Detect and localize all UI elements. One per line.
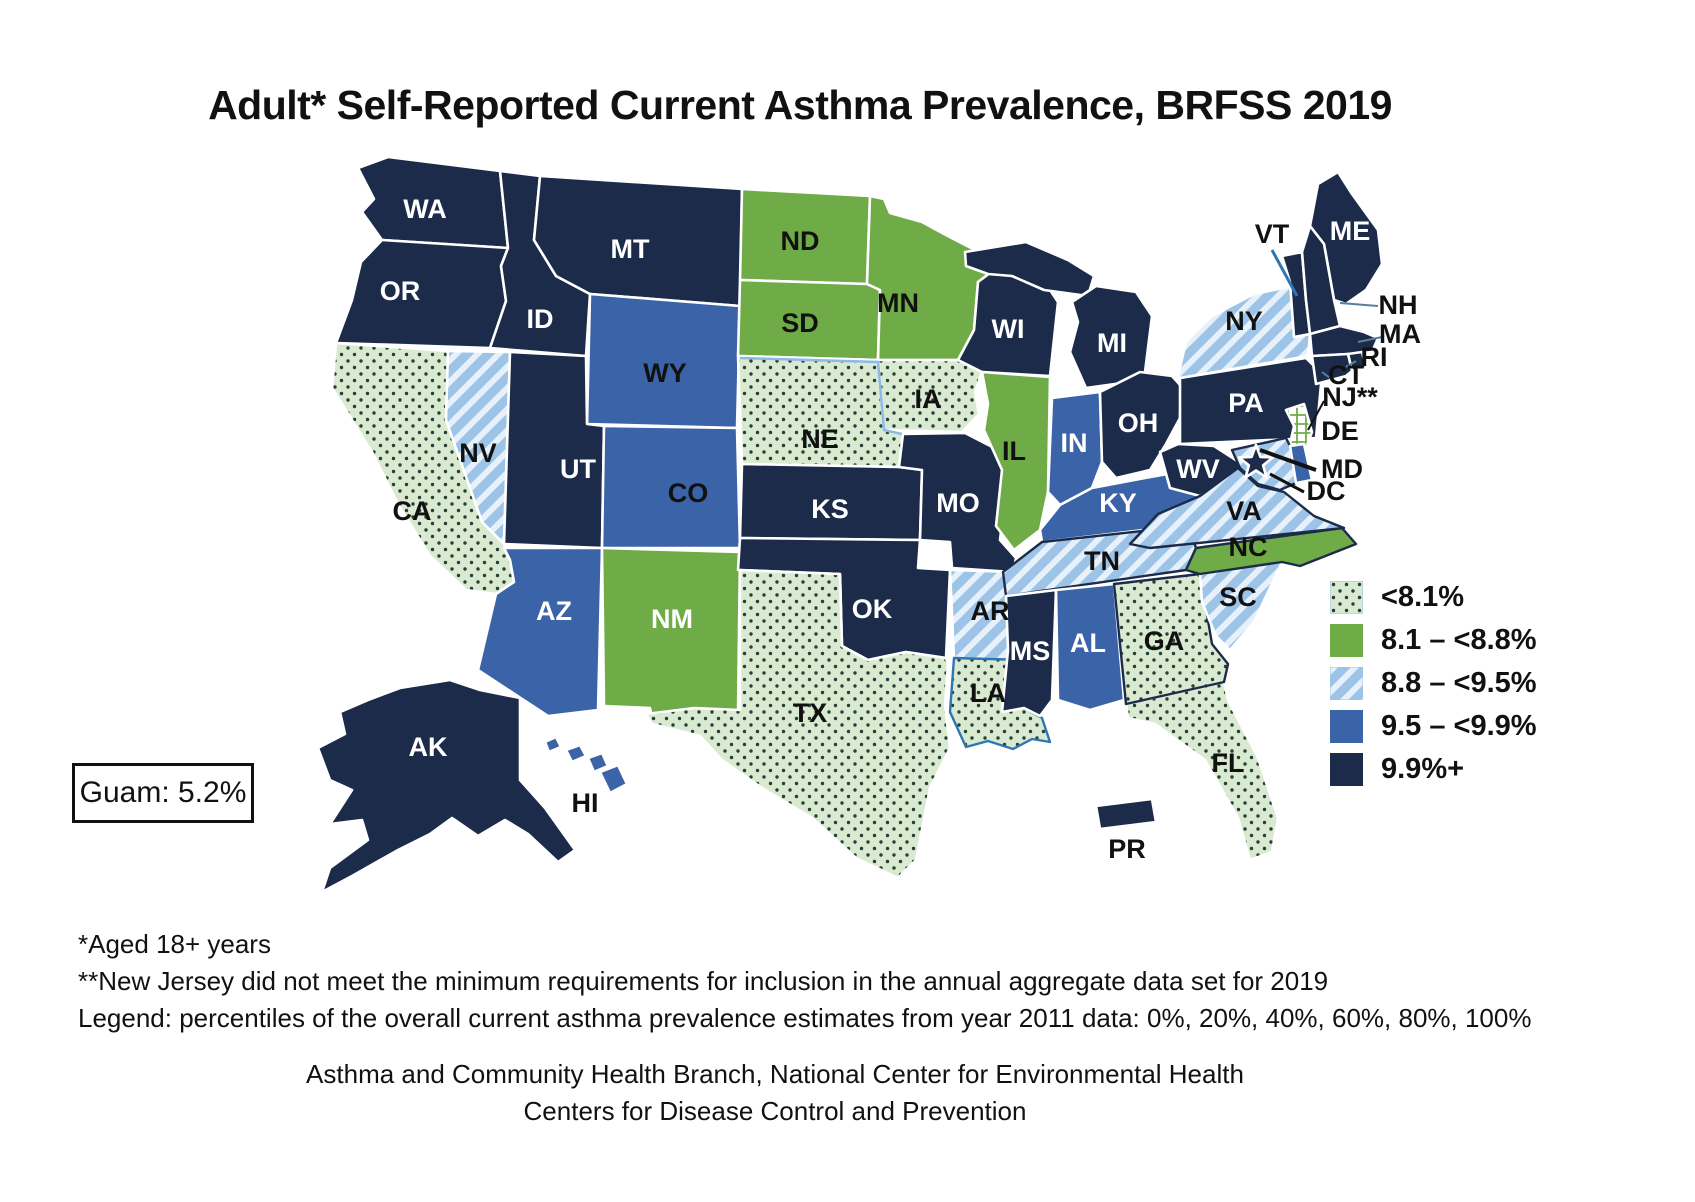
legend-swatch-9-5-9-9-icon xyxy=(1330,710,1363,743)
state-label-ms: MS xyxy=(1009,636,1051,666)
callout-label-ct: CT xyxy=(1328,360,1364,390)
callout-label-nj: NJ** xyxy=(1322,382,1378,412)
callout-label-md: MD xyxy=(1321,454,1363,484)
footnote-new-jersey: **New Jersey did not meet the minimum requirements for inclusion in the annual aggregate data set for 2019 xyxy=(78,966,1329,996)
state-label-me: ME xyxy=(1329,216,1371,246)
state-label-tx: TX xyxy=(792,698,828,728)
footnotes xyxy=(78,926,1531,1037)
state-hi xyxy=(545,737,561,752)
callout-label-ri: RI xyxy=(1360,342,1388,372)
callout-label-vt: VT xyxy=(1254,219,1290,249)
state-label-ar: AR xyxy=(970,596,1010,626)
legend-row xyxy=(1330,753,1537,786)
callout-label-de: DE xyxy=(1321,416,1359,446)
figure-title: Adult* Self-Reported Current Asthma Prevalence, BRFSS 2019 xyxy=(208,82,1392,128)
callout-label-dc: DC xyxy=(1306,476,1346,506)
callout-label-nh: NH xyxy=(1378,290,1418,320)
state-label-al: AL xyxy=(1070,628,1106,658)
legend-row xyxy=(1330,710,1537,743)
footnote-legend-percentiles: Legend: percentiles of the overall current asthma prevalence estimates from year 2011 data: 0%, 20%, 40%, 60%, 80%, 100% xyxy=(78,1003,1532,1033)
state-label-sd: SD xyxy=(781,308,819,338)
state-label-wy: WY xyxy=(643,358,687,388)
state-hi xyxy=(566,745,586,762)
state-label-wa: WA xyxy=(403,194,447,224)
footnote-aged: *Aged 18+ years xyxy=(78,929,271,959)
state-nm xyxy=(602,548,740,722)
state-label-ga: GA xyxy=(1143,626,1185,656)
state-label-in: IN xyxy=(1060,428,1088,458)
guam-annotation xyxy=(72,763,254,823)
attribution-line-1: Asthma and Community Health Branch, National Center for Environmental Health xyxy=(306,1059,1244,1089)
state-label-ak: AK xyxy=(408,732,448,762)
callout-label-ma: MA xyxy=(1379,319,1421,349)
state-label-la: LA xyxy=(970,678,1006,708)
state-label-fl: FL xyxy=(1211,748,1245,778)
legend-label: 9.5 – <9.9% xyxy=(1381,710,1537,742)
state-ak xyxy=(318,680,575,892)
map-legend xyxy=(1330,581,1537,786)
state-label-il: IL xyxy=(1002,436,1026,466)
state-label-va: VA xyxy=(1226,496,1262,526)
legend-swatch-8-8-9-5-icon xyxy=(1330,667,1363,700)
attribution xyxy=(0,1056,1550,1130)
state-label-az: AZ xyxy=(536,596,572,626)
state-label-ne: NE xyxy=(801,424,839,454)
legend-swatch-8-1-8-8-icon xyxy=(1330,624,1363,657)
state-label-nd: ND xyxy=(780,226,820,256)
state-label-wv: WV xyxy=(1176,454,1220,484)
state-hi xyxy=(600,765,627,793)
legend-label: 8.8 – <9.5% xyxy=(1381,667,1537,699)
attribution-line-2: Centers for Disease Control and Prevention xyxy=(523,1096,1027,1126)
state-label-ky: KY xyxy=(1099,488,1137,518)
state-label-mi: MI xyxy=(1097,328,1127,358)
state-label-id: ID xyxy=(526,304,554,334)
state-label-mo: MO xyxy=(936,488,980,518)
legend-row xyxy=(1330,667,1537,700)
state-label-ia: IA xyxy=(914,384,942,414)
state-label-nc: NC xyxy=(1228,532,1268,562)
state-label-hi: HI xyxy=(571,788,599,818)
state-label-mn: MN xyxy=(877,288,919,318)
state-label-wi: WI xyxy=(991,314,1025,344)
state-pr xyxy=(1096,799,1156,829)
state-label-ok: OK xyxy=(851,594,893,624)
state-label-nm: NM xyxy=(651,604,693,634)
state-label-oh: OH xyxy=(1117,408,1159,438)
state-label-co: CO xyxy=(667,478,709,508)
guam-value: Guam: 5.2% xyxy=(79,776,247,809)
state-label-ks: KS xyxy=(811,494,849,524)
state-label-ut: UT xyxy=(560,454,596,484)
legend-swatch-9-9-plus-icon xyxy=(1330,753,1363,786)
state-label-nv: NV xyxy=(459,438,497,468)
state-label-tn: TN xyxy=(1084,546,1120,576)
legend-row xyxy=(1330,581,1537,614)
state-label-or: OR xyxy=(379,276,421,306)
state-fl xyxy=(1126,682,1278,860)
state-label-ca: CA xyxy=(392,496,432,526)
state-label-pa: PA xyxy=(1228,388,1264,418)
legend-label: 9.9%+ xyxy=(1381,753,1465,785)
state-label-pr: PR xyxy=(1108,834,1146,864)
legend-swatch-lt-8-1-icon xyxy=(1330,581,1363,614)
legend-label: 8.1 – <8.8% xyxy=(1381,624,1537,656)
state-label-ny: NY xyxy=(1225,306,1263,336)
state-or xyxy=(336,240,508,348)
state-label-mt: MT xyxy=(610,234,650,264)
legend-row xyxy=(1330,624,1537,657)
legend-label: <8.1% xyxy=(1381,581,1465,613)
state-label-sc: SC xyxy=(1219,582,1257,612)
